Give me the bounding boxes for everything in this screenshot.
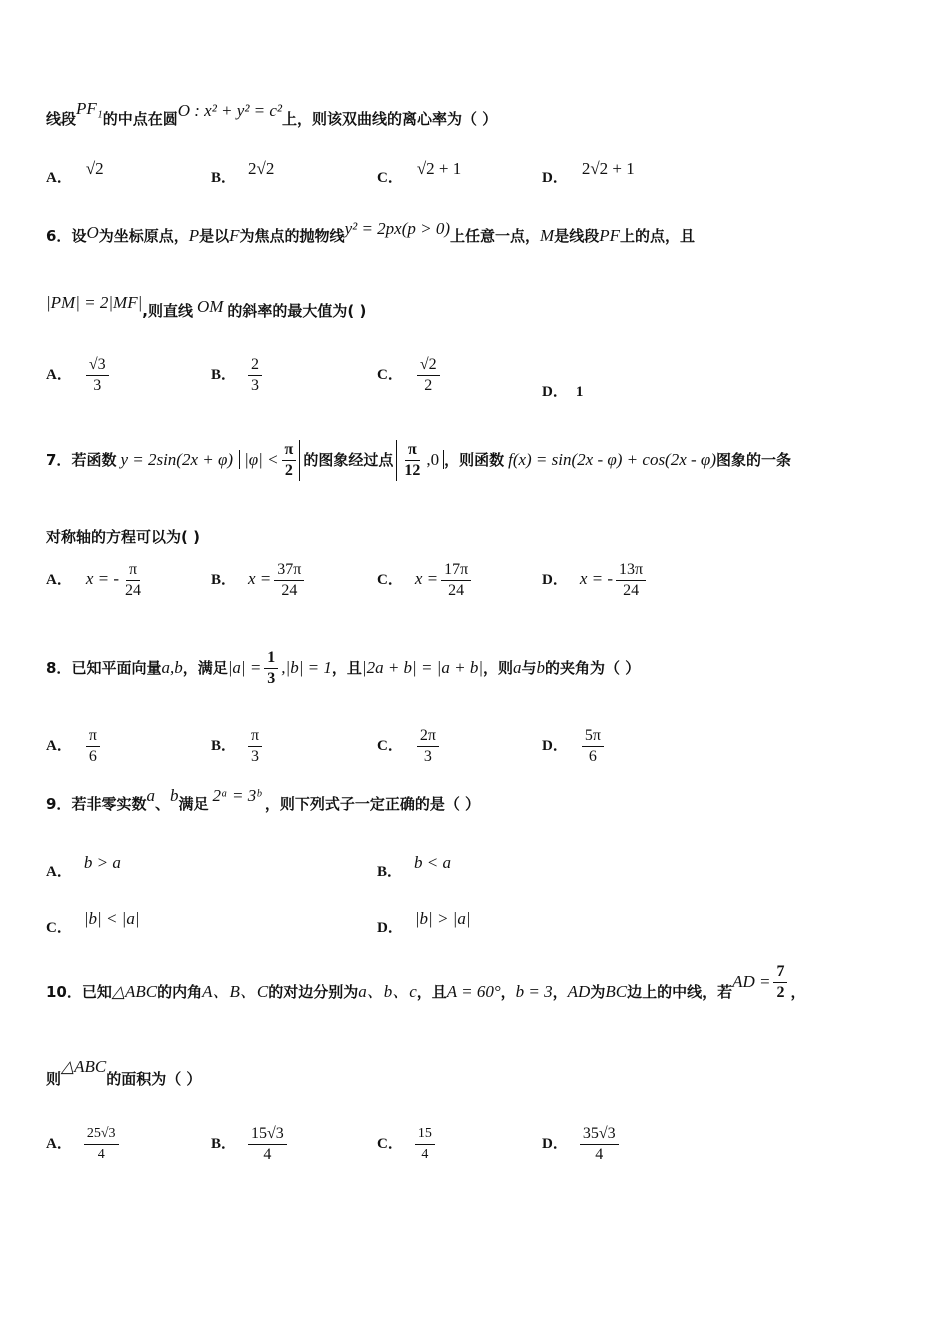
q6-math-om: OM — [196, 297, 224, 316]
q8-math-abs-b: ,|b| = 1 — [281, 658, 332, 677]
q9-math-b: b — [169, 786, 179, 805]
q10-math-seven-halves: $\frac{7}{2}$ — [773, 962, 787, 1003]
q9-math-condition: 2ᵃ = 3ᵇ — [212, 786, 261, 805]
q10-option-d[interactable]: D． $\frac{35√3}{4}$ — [542, 1124, 622, 1165]
q5-math-pf1: PF₁ — [76, 99, 103, 118]
q9-option-c[interactable]: C． |b| < |a| — [46, 909, 140, 936]
q7-math-point-y: ,0 — [426, 450, 444, 469]
q7-option-d-fraction: $\frac{13\pi}{24}$ — [616, 560, 646, 601]
q8-option-a[interactable]: A． $\frac{\pi}{6}$ — [46, 726, 103, 767]
q6-stem-line2: |PM| = 2|MF|,则直线 OM 的斜率的最大值为( ) — [46, 293, 367, 320]
q9-option-a-value: b > a — [83, 853, 121, 872]
q10-math-angles: A、B、C — [202, 982, 269, 1001]
q9-option-b[interactable]: B． b < a — [377, 853, 451, 880]
q5-stem — [46, 99, 498, 129]
q5-option-b-value: 2√2 — [248, 159, 275, 178]
q7-stem-line2: 对称轴的方程可以为( ) — [46, 528, 200, 546]
q7-math-point: $\frac{\pi}{12}$ — [396, 440, 423, 481]
q5-option-d-value: 2√2 + 1 — [581, 159, 635, 178]
q5-option-b[interactable]: B． 2√2 — [211, 159, 275, 186]
q5-option-a[interactable]: A． √2 — [46, 159, 104, 186]
q10-option-c[interactable]: C． $\frac{15}{4}$ — [377, 1124, 438, 1165]
q7-number: 7． — [46, 451, 72, 469]
q8-number: 8． — [46, 659, 72, 677]
q6-stem-line1: 6．设O为坐标原点，P是以F为焦点的抛物线y² = 2px(p > 0)上任意一点，M是线段PF上的点，且 — [46, 219, 696, 245]
q10-math-sides: a、b、c — [358, 982, 417, 1001]
q8-option-d[interactable]: D． $\frac{5\pi}{6}$ — [542, 726, 607, 767]
q9-stem: 9．若非零实数a、b满足 2ᵃ = 3ᵇ ，则下列式子一定正确的是（ ） — [46, 786, 481, 813]
q6-math-o: O — [86, 223, 99, 242]
q8-option-a-fraction: $\frac{\pi}{6}$ — [86, 726, 100, 767]
q6-option-a-fraction: $\frac{√3}{3}$ — [86, 355, 109, 396]
q9-option-c-value: |b| < |a| — [83, 909, 140, 928]
q10-option-a[interactable]: A． $\frac{25√3}{4}$ — [46, 1124, 122, 1165]
q7-option-c-fraction: $\frac{17\pi}{24}$ — [441, 560, 471, 601]
q7-option-c[interactable]: C． x = $\frac{17\pi}{24}$ — [377, 560, 474, 601]
q6-option-d[interactable]: D． 1 — [542, 384, 584, 400]
q9-math-a: a — [146, 786, 155, 805]
q6-math-condition: |PM| = 2|MF| — [46, 293, 143, 312]
q8-math-b: b — [536, 658, 546, 677]
q8-math-ab: a,b — [161, 658, 183, 677]
q6-math-m: M — [540, 226, 555, 245]
q8-option-b[interactable]: B． $\frac{\pi}{3}$ — [211, 726, 265, 767]
q6-math-pf: PF — [599, 226, 620, 245]
q7-option-a-fraction: $\frac{\pi}{24}$ — [125, 561, 142, 599]
q6-option-a[interactable]: A． $\frac{√3}{3}$ — [46, 355, 112, 396]
q10-option-b[interactable]: B． $\frac{15√3}{4}$ — [211, 1124, 290, 1165]
q10-number: 10． — [46, 983, 82, 1001]
q10-math-ad: AD — [567, 982, 591, 1001]
q8-math-abs-a: |a| = — [227, 658, 262, 677]
q10-math-b: b = 3 — [515, 982, 553, 1001]
q5-option-c-value: √2 + 1 — [416, 159, 462, 178]
q5-text-1: 线段 — [46, 110, 77, 128]
q5-text-2: 的中点在圆 — [102, 110, 178, 128]
q8-option-d-fraction: $\frac{5\pi}{6}$ — [582, 726, 604, 767]
q7-math-function: y = 2sin(2x + φ) — [120, 450, 234, 469]
q9-option-b-value: b < a — [414, 853, 451, 872]
q10-math-triangle: △ABC — [111, 982, 158, 1001]
q10-math-angle-a: A = 60° — [446, 982, 501, 1001]
q10-stem-line2: 则△ABC的面积为（ ） — [46, 1057, 202, 1088]
q7-math-phi-range: |φ| < — [239, 450, 278, 469]
q8-option-c-fraction: $\frac{2\pi}{3}$ — [417, 726, 439, 767]
q6-option-d-value: 1 — [575, 384, 584, 400]
q8-option-b-fraction: $\frac{\pi}{3}$ — [248, 726, 262, 767]
q5-math-circle: O : x² + y² = c² — [177, 101, 283, 120]
q6-option-c-fraction: $\frac{√2}{2}$ — [417, 355, 440, 396]
q5-option-a-value: √2 — [85, 159, 104, 178]
q7-option-d[interactable]: D． x = - $\frac{13\pi}{24}$ — [542, 560, 649, 601]
q9-option-d[interactable]: D． |b| > |a| — [377, 909, 471, 936]
q9-option-a[interactable]: A． b > a — [46, 853, 121, 880]
q7-stem-line1: 7．若函数 y = 2sin(2x + φ) |φ| < $\frac{\pi}{2}$ 的图象经过点 $\frac{\pi}{12}$ ,0 ，则函数 f(x) = sin(2x - φ) + cos(2x - φ)图象的一条 — [46, 441, 792, 479]
q6-math-p: P — [188, 226, 200, 245]
q8-math-one-third: $\frac{1}{3}$ — [264, 648, 278, 689]
q8-option-c[interactable]: C． $\frac{2\pi}{3}$ — [377, 726, 442, 767]
q8-stem: 8．已知平面向量a,b，满足|a| = $\frac{1}{3}$ ,|b| = 1，且|2a + b| = |a + b|，则a与b的夹角为（ ） — [46, 649, 641, 687]
q7-option-b-fraction: $\frac{37\pi}{24}$ — [274, 560, 304, 601]
q7-math-pi-over-2: $\frac{\pi}{2}$ — [282, 440, 301, 481]
q5-option-c[interactable]: C． √2 + 1 — [377, 159, 462, 186]
q6-math-parabola: y² = 2px(p > 0) — [344, 219, 451, 238]
q7-math-fx: f(x) = sin(2x - φ) + cos(2x - φ) — [508, 450, 716, 469]
q8-math-a: a — [513, 658, 522, 677]
q6-option-b-fraction: $\frac{2}{3}$ — [248, 355, 262, 396]
q6-option-b[interactable]: B． $\frac{2}{3}$ — [211, 355, 265, 396]
q10-math-triangle-2: △ABC — [61, 1057, 107, 1076]
q10-option-c-fraction: $\frac{15}{4}$ — [415, 1124, 435, 1165]
q5-text-3: 上，则该双曲线的离心率为（ ） — [282, 110, 498, 128]
q10-math-bc: BC — [605, 982, 628, 1001]
q6-math-f: F — [229, 226, 240, 245]
q10-option-a-fraction: $\frac{25√3}{4}$ — [84, 1124, 119, 1165]
q10-option-d-fraction: $\frac{35√3}{4}$ — [580, 1124, 619, 1165]
q7-option-b[interactable]: B． x = $\frac{37\pi}{24}$ — [211, 560, 307, 601]
q10-math-ad-value: AD = — [732, 972, 771, 991]
q5-option-d[interactable]: D． 2√2 + 1 — [542, 159, 635, 186]
q9-option-d-value: |b| > |a| — [414, 909, 471, 928]
q8-math-condition: |2a + b| = |a + b| — [361, 658, 483, 677]
q7-option-a[interactable]: A． x = - $\frac{\pi}{24}$ — [46, 560, 147, 601]
q6-number: 6． — [46, 227, 72, 245]
q9-number: 9． — [46, 795, 72, 813]
q6-option-c[interactable]: C． $\frac{√2}{2}$ — [377, 355, 443, 396]
q10-stem-line1: 10．已知△ABC的内角A、B、C的对边分别为a、b、c，且A = 60°，b = 3，AD为BC边上的中线，若AD = $\frac{7}{2}$ ， — [46, 963, 806, 1001]
q10-option-b-fraction: $\frac{15√3}{4}$ — [248, 1124, 287, 1165]
